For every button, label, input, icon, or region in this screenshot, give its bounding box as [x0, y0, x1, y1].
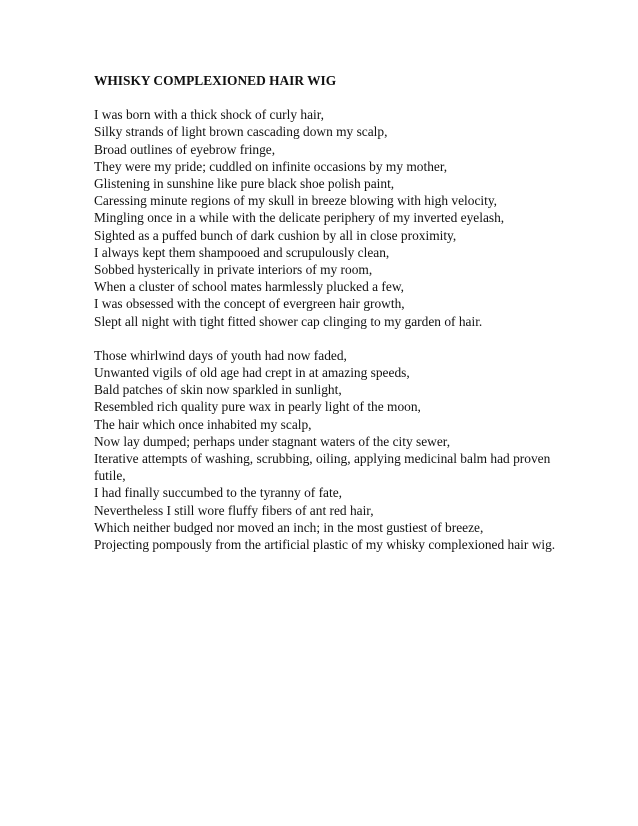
poem-line: Which neither budged nor moved an inch; in the most gustiest of breeze, [94, 519, 484, 535]
poem-line: Bald patches of skin now sparkled in sunlight, [94, 382, 342, 398]
poem-line: I was born with a thick shock of curly hair, [94, 107, 325, 123]
poem-line: Iterative attempts of washing, scrubbing, oiling, applying medicinal balm had proven futile, [94, 451, 551, 484]
poem-line: Glistening in sunshine like pure black shoe polish paint, [94, 176, 395, 192]
poem-body [94, 72, 564, 570]
poem-line: Resembled rich quality pure wax in pearly light of the moon, [94, 399, 421, 415]
poem-title: WHISKY COMPLEXIONED HAIR WIG [94, 73, 337, 88]
stanza-1 [94, 106, 564, 330]
poem-line: Unwanted vigils of old age had crept in at amazing speeds, [94, 365, 410, 381]
poem-line: The hair which once inhabited my scalp, [94, 416, 312, 432]
poem-line: Silky strands of light brown cascading down my scalp, [94, 124, 388, 140]
poem-line: Sobbed hysterically in private interiors of my room, [94, 262, 373, 278]
poem-line: Caressing minute regions of my skull in breeze blowing with high velocity, [94, 193, 498, 209]
poem-line: Mingling once in a while with the delicate periphery of my inverted eyelash, [94, 210, 505, 226]
poem-line: I always kept them shampooed and scrupulously clean, [94, 244, 390, 260]
stanza-2 [94, 347, 564, 553]
poem-line: Sighted as a puffed bunch of dark cushion by all in close proximity, [94, 227, 457, 243]
poem-line: Nevertheless I still wore fluffy fibers of ant red hair, [94, 502, 374, 518]
poem-line: Broad outlines of eyebrow fringe, [94, 141, 276, 157]
poem-line: I was obsessed with the concept of evergreen hair growth, [94, 296, 405, 312]
poem-line: Those whirlwind days of youth had now faded, [94, 347, 347, 363]
poem-line: Now lay dumped; perhaps under stagnant waters of the city sewer, [94, 433, 451, 449]
poem-line: They were my pride; cuddled on infinite occasions by my mother, [94, 158, 448, 174]
poem-line: When a cluster of school mates harmlessly plucked a few, [94, 279, 404, 295]
poem-line: I had finally succumbed to the tyranny of fate, [94, 485, 343, 501]
poem-line: Projecting pompously from the artificial plastic of my whisky complexioned hair wig. [94, 537, 556, 553]
poem-line: Slept all night with tight fitted shower cap clinging to my garden of hair. [94, 313, 483, 329]
